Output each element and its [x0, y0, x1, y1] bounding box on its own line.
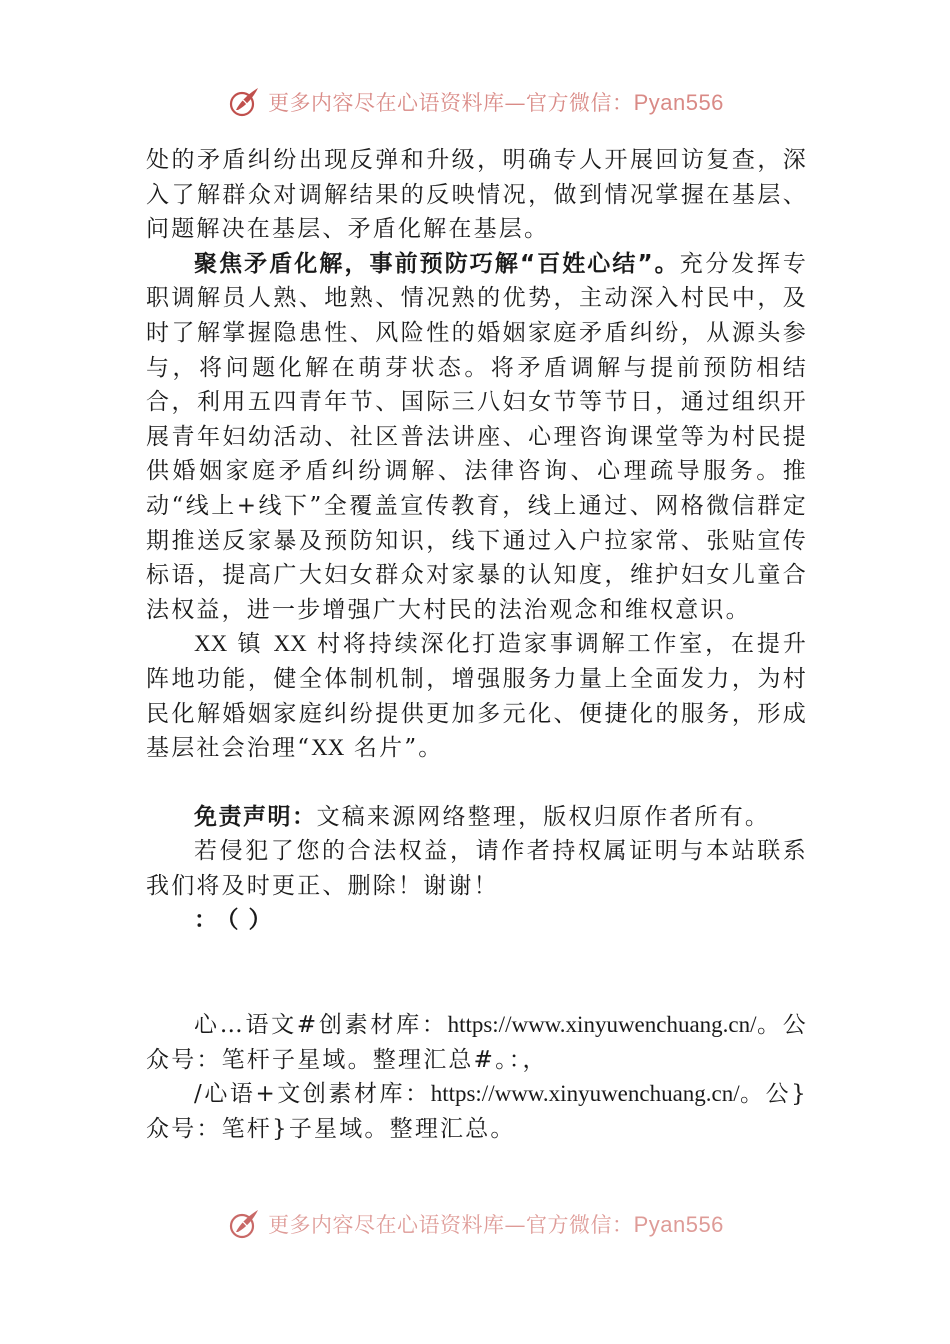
- link-url-2[interactable]: https://www.xinyuwenchuang.cn/: [430, 1081, 740, 1107]
- paragraph-2-heading: 聚焦矛盾化解，事前预防巧解“百姓心结”。: [194, 250, 680, 277]
- disclaimer-label: 免责声明：: [194, 803, 317, 830]
- spacer: [146, 938, 808, 1008]
- link-paragraph-2: /心语+文创素材库：https://www.xinyuwenchuang.cn/。公}众号：笔杆}子星域。整理汇总。: [146, 1081, 808, 1142]
- paragraph-2: [146, 247, 808, 628]
- paragraph-1: 处的矛盾纠纷出现反弹和升级，明确专人开展回访复查，深入了解群众对调解结果的反映情况，做到情况掌握在基层、问题解决在基层、矛盾化解在基层。: [146, 147, 808, 243]
- spacer: [146, 766, 808, 800]
- link-url-1[interactable]: https://www.xinyuwenchuang.cn/: [447, 1012, 757, 1038]
- header-banner-text: 更多内容尽在心语资料库—官方微信：Pyan556: [268, 90, 724, 115]
- quill-logo-icon: [226, 1206, 262, 1242]
- disclaimer-line-2: 若侵犯了您的合法权益，请作者持权属证明与本站联系我们将及时更正、删除！谢谢！: [146, 838, 808, 899]
- disclaimer-bracket-line: ：（）: [194, 907, 282, 934]
- header-wechat-id: Pyan556: [633, 90, 724, 115]
- paragraph-3: XX 镇 XX 村将持续深化打造家事调解工作室，在提升阵地功能，健全体制机制，增强服务力量上全面发力，为村民化解婚姻家庭纠纷提供更加多元化、便捷化的服务，形成基层社会治理“XX 名片”。: [146, 631, 809, 762]
- quill-logo-icon: [226, 84, 262, 120]
- link-paragraph-1: 心…语文#创素材库：https://www.xinyuwenchuang.cn/。公众号：笔杆子星域。整理汇总#。：，: [146, 1012, 808, 1073]
- header-banner: [0, 82, 950, 122]
- disclaimer-line-1: 免责声明：文稿来源网络整理，版权归原作者所有。: [194, 803, 771, 830]
- footer-banner: [0, 1204, 950, 1244]
- document-body: [146, 143, 808, 1146]
- paragraph-2-text: 充分发挥专职调解员人熟、地熟、情况熟的优势，主动深入村民中，及时了解掌握隐患性、风险性的婚姻家庭矛盾纠纷，从源头参与，将问题化解在萌芽状态。将矛盾调解与提前预防相结合，利用五四青年节、国际三八妇女节等节日，通过组织开展青年妇幼活动、社区普法讲座、心理咨询课堂等为村民提供婚姻家庭矛盾纠纷调解、法律咨询、心理疏导服务。推动“线上+线下”全覆盖宣传教育，线上通过、网格微信群定期推送反家暴及预防知识，线下通过入户拉家常、张贴宣传标语，提高广大妇女群众对家暴的认知度，维护妇女儿童合法权益，进一步增强广大村民的法治观念和维权意识。: [146, 250, 809, 623]
- footer-banner-text: 更多内容尽在心语资料库—官方微信：Pyan556: [268, 1212, 724, 1237]
- footer-wechat-id: Pyan556: [633, 1212, 724, 1237]
